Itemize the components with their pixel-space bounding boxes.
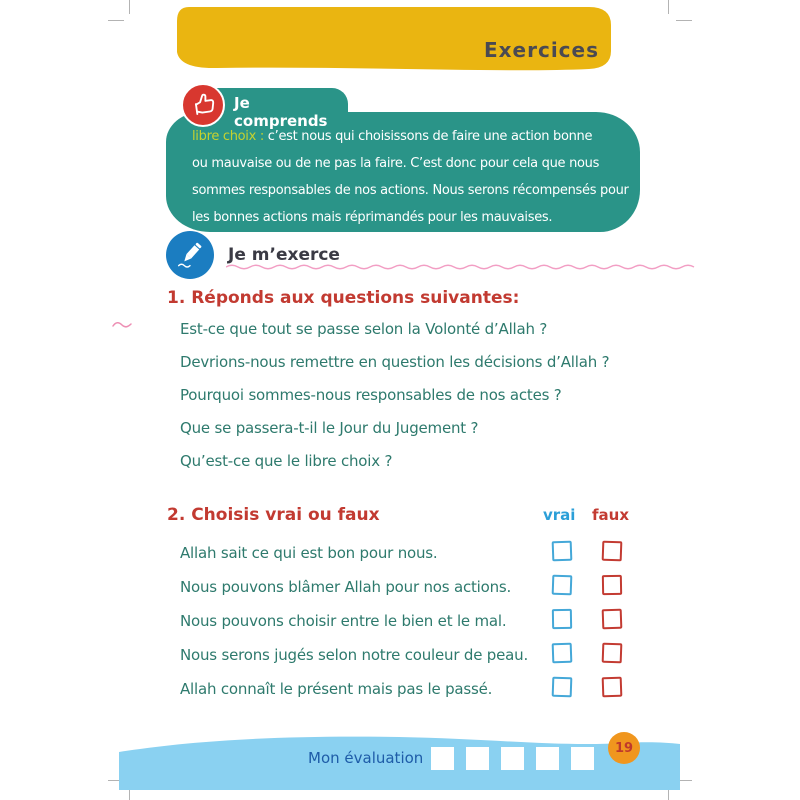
question-4: Que se passera-t-il le Jour du Jugement ? (180, 419, 479, 437)
crop-mark (668, 0, 669, 14)
exercise2-title: 2. Choisis vrai ou faux (167, 505, 380, 525)
thumbs-up-icon (188, 90, 218, 120)
crop-mark (676, 20, 692, 21)
column-header-faux: faux (592, 506, 630, 524)
comprehension-box (166, 112, 640, 232)
faux-checkbox[interactable] (602, 575, 622, 595)
question-3: Pourquoi sommes-nous responsables de nos actes ? (180, 386, 562, 404)
pencil-icon (173, 238, 207, 272)
statement-2: Nous pouvons blâmer Allah pour nos actions. (180, 578, 512, 596)
true-false-row (180, 606, 640, 640)
evaluation-box[interactable] (571, 747, 594, 770)
vrai-checkbox[interactable] (552, 575, 573, 596)
faux-checkbox[interactable] (602, 541, 623, 562)
faux-checkbox[interactable] (602, 609, 623, 630)
crop-mark (129, 0, 130, 14)
vrai-checkbox[interactable] (552, 643, 573, 664)
page-number: 19 (614, 740, 634, 756)
comprehension-badge-label: Je comprends (234, 94, 328, 130)
exercise1-title: 1. Réponds aux questions suivantes: (167, 288, 520, 308)
column-header-vrai: vrai (543, 506, 576, 524)
page-title: Exercices (483, 38, 599, 62)
evaluation-box[interactable] (431, 747, 454, 770)
wavy-underline (226, 263, 702, 271)
question-5: Qu’est-ce que le libre choix ? (180, 452, 393, 470)
vrai-checkbox[interactable] (552, 677, 573, 698)
vrai-checkbox[interactable] (552, 609, 572, 629)
true-false-row (180, 538, 640, 572)
header-banner (167, 7, 613, 73)
comprehension-icon-circle (181, 83, 225, 127)
crop-mark (108, 20, 124, 21)
evaluation-box[interactable] (536, 747, 559, 770)
page-number-badge (608, 732, 640, 764)
comprehension-text: libre choix : c’est nous qui choisissons de faire une action bonne ou mauvaise ou de ne pas la faire. C’est donc pour cela que nous sommes responsables de nos actions. Nous serons récompensés pour les bonnes actions mais réprimandés pour les mauvaises. (192, 129, 629, 225)
question-1: Est-ce que tout se passe selon la Volonté d’Allah ? (180, 320, 548, 338)
statement-4: Nous serons jugés selon notre couleur de peau. (180, 646, 529, 664)
practice-icon-circle (166, 231, 214, 279)
question-2: Devrions-nous remettre en question les décisions d’Allah ? (180, 353, 610, 371)
true-false-row (180, 674, 640, 708)
evaluation-label: Mon évaluation (308, 749, 424, 767)
true-false-row (180, 640, 640, 674)
faux-checkbox[interactable] (602, 677, 623, 698)
statement-3: Nous pouvons choisir entre le bien et le mal. (180, 612, 507, 630)
statement-1: Allah sait ce qui est bon pour nous. (180, 544, 438, 562)
faux-checkbox[interactable] (602, 643, 623, 664)
tilde-decoration (112, 318, 132, 330)
comprehension-term: libre choix : (192, 129, 264, 144)
statement-5: Allah connaît le présent mais pas le passé. (180, 680, 493, 698)
vrai-checkbox[interactable] (552, 541, 573, 562)
practice-section-label: Je m’exerce (228, 245, 340, 265)
evaluation-box[interactable] (501, 747, 524, 770)
true-false-row (180, 572, 640, 606)
evaluation-box[interactable] (466, 747, 489, 770)
